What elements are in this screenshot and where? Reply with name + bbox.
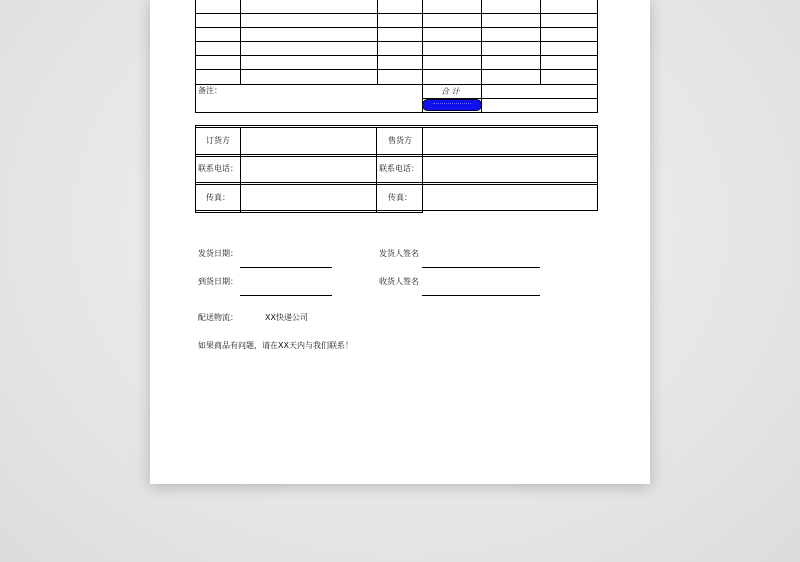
seller-phone-label: 联系电话：	[379, 164, 419, 173]
seller-fax-label: 传真：	[388, 193, 412, 202]
shipper-sign-line	[422, 267, 540, 268]
notice-text: 如果商品有问题，请在XX天内与我们联系！	[198, 341, 353, 350]
buyer-fax-label: 传真：	[206, 193, 230, 202]
logistics-value: XX快递公司	[265, 313, 308, 322]
ship-date-line	[240, 267, 332, 268]
remark-label: 备注：	[198, 86, 222, 95]
receiver-sign-label: 收货人签名	[379, 277, 419, 286]
ship-date-label: 发货日期：	[198, 249, 238, 258]
total-label: 合 计	[441, 87, 460, 96]
total-amount-highlight	[422, 99, 482, 111]
receiver-sign-line	[422, 295, 540, 296]
seller-label: 售货方	[388, 136, 412, 145]
arrive-date-line	[240, 295, 332, 296]
logistics-label: 配送物流：	[198, 313, 238, 322]
buyer-phone-label: 联系电话：	[198, 164, 238, 173]
buyer-label: 订货方	[206, 136, 230, 145]
arrive-date-label: 到货日期：	[198, 277, 238, 286]
shipper-sign-label: 发货人签名	[379, 249, 419, 258]
document-page	[150, 0, 650, 484]
